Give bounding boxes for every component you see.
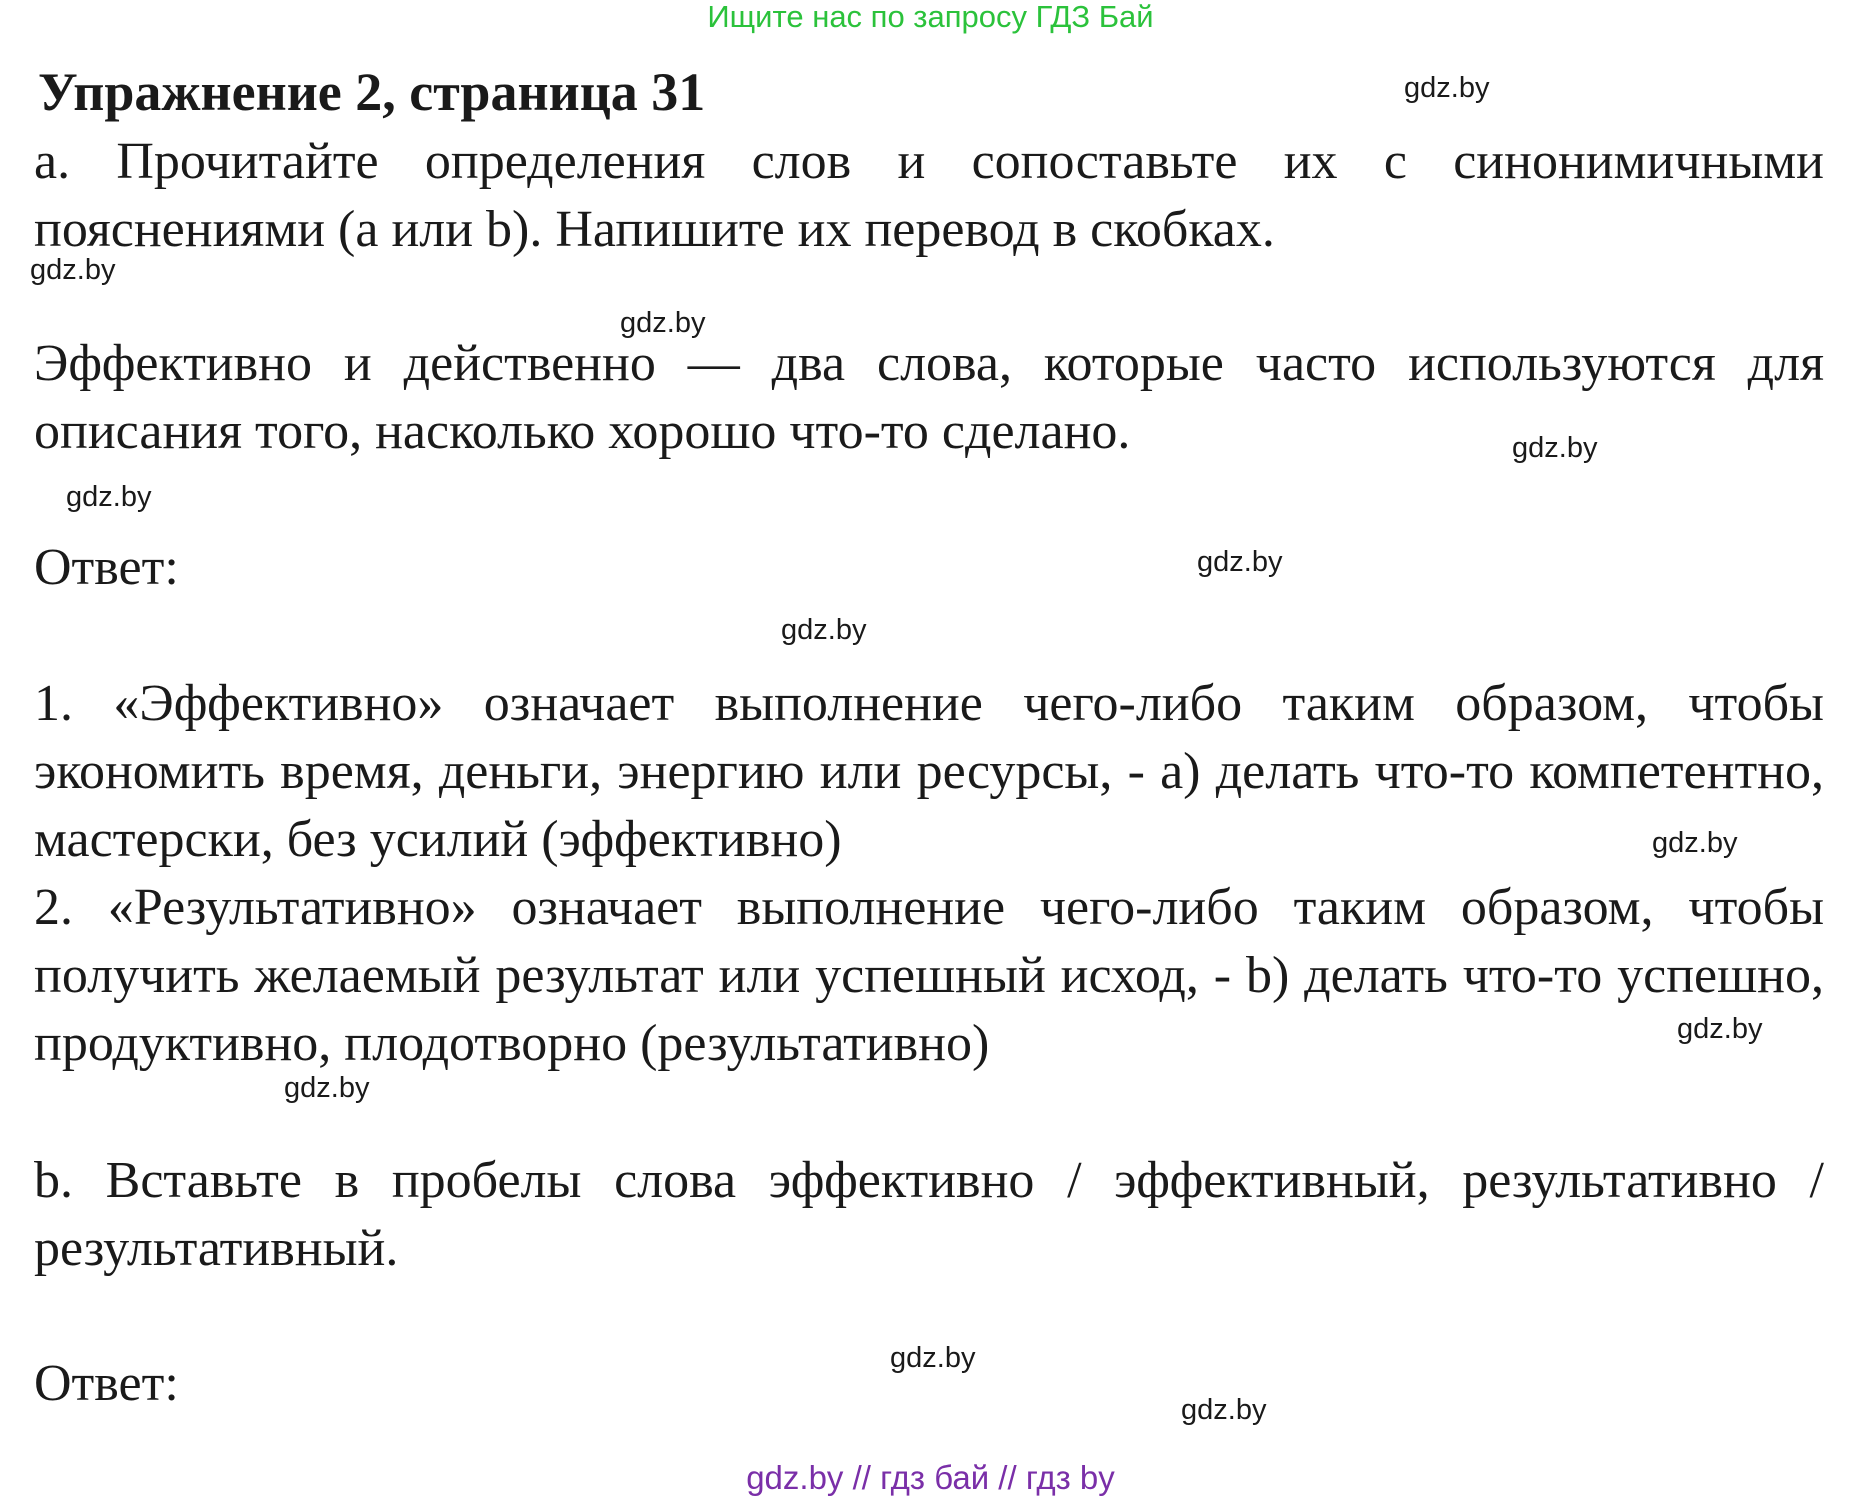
watermark: gdz.by (1197, 546, 1283, 578)
answer-item-1: 1. «Эффективно» означает выполнение чего-либо таким образом, чтобы экономить время, деньги, энергию или ресурсы, - a) делать что-то компетентно, мастерски, без усилий (эффективно) (34, 675, 1824, 868)
watermark: gdz.by (1652, 827, 1738, 859)
watermark: gdz.by (1181, 1394, 1267, 1426)
page-title: Упражнение 2, страница 31 (38, 62, 706, 122)
intro-text: Эффективно и действенно — два слова, которые часто используются для описания того, насколько хорошо что-то сделано. (34, 335, 1824, 460)
watermark: gdz.by (30, 254, 116, 286)
answer-label-1: Ответ: (34, 539, 179, 596)
watermark: gdz.by (66, 481, 152, 513)
task-a-text: a. Прочитайте определения слов и сопоставьте их с синонимичными пояснениями (a или b). Напишите их перевод в скобках. (34, 133, 1824, 258)
watermark: gdz.by (1677, 1013, 1763, 1045)
answer-item-2: 2. «Результативно» означает выполнение чего-либо таким образом, чтобы получить желаемый результат или успешный исход, - b) делать что-то успешно, продуктивно, плодотворно (результативно) (34, 879, 1824, 1072)
answer-label-2: Ответ: (34, 1355, 179, 1412)
watermark: gdz.by (781, 614, 867, 646)
top-banner: Ищите нас по запросу ГДЗ Бай (707, 0, 1154, 34)
watermark: gdz.by (1404, 72, 1490, 104)
watermark: gdz.by (890, 1342, 976, 1374)
footer-links: gdz.by // гдз бай // гдз by (746, 1459, 1115, 1496)
watermark: gdz.by (620, 307, 706, 339)
watermark: gdz.by (1512, 432, 1598, 464)
task-b-text: b. Вставьте в пробелы слова эффективно / эффективный, результативно / результативный. (34, 1152, 1824, 1277)
watermark: gdz.by (284, 1072, 370, 1104)
